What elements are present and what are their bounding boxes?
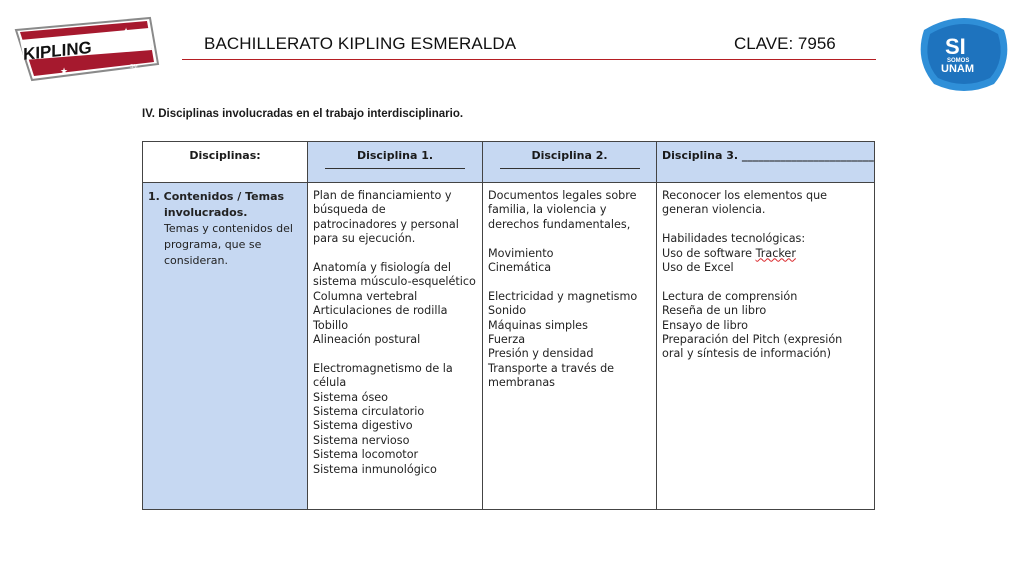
list-item: Anatomía y fisiología del: [313, 261, 451, 275]
svg-text:SOMOS: SOMOS: [947, 58, 970, 64]
list-item: búsqueda de: [313, 203, 386, 217]
school-key: CLAVE: 7956: [734, 34, 836, 53]
list-item: Lectura de comprensión: [662, 289, 798, 303]
list-item: Reconocer los elementos que: [662, 189, 828, 202]
table-row: [143, 183, 875, 510]
list-item: Sistema locomotor: [313, 448, 419, 462]
school-name: BACHILLERATO KIPLING ESMERALDA: [204, 34, 517, 53]
kipling-logo: [10, 10, 162, 84]
list-item: célula: [313, 376, 347, 390]
list-item: Sonido: [488, 304, 527, 318]
header-disciplina-2: Disciplina 2.: [483, 142, 657, 183]
list-item: Preparación del Pitch (expresión: [662, 333, 843, 347]
row-header-subline: consideran.: [164, 254, 229, 267]
list-item: Documentos legales sobre: [488, 189, 637, 202]
list-item: derechos fundamentales,: [488, 217, 631, 231]
row-header-subline: programa, que se: [164, 238, 262, 251]
disciplina-1-contents: [308, 183, 483, 510]
header-disciplina-1: Disciplina 1.: [308, 142, 483, 183]
list-item: Ensayo de libro: [662, 318, 748, 332]
svg-text:SI: SI: [945, 34, 966, 59]
list-item: familia, la violencia y: [488, 203, 607, 217]
table-header-row: [143, 142, 875, 183]
list-item: patrocinadores y personal: [313, 217, 459, 231]
header-divider: [182, 59, 876, 60]
list-item: Columna vertebral: [313, 289, 418, 303]
svg-text:KIPLING: KIPLING: [23, 37, 92, 65]
list-item: Sistema nervioso: [313, 433, 410, 447]
header-disciplinas: Disciplinas:: [143, 142, 308, 183]
blank-line-1: [325, 168, 465, 169]
list-item: Sistema digestivo: [313, 419, 413, 433]
list-item: Habilidades tecnológicas:: [662, 232, 806, 246]
section-title: IV. Disciplinas involucradas en el trabajo interdisciplinario.: [142, 108, 464, 120]
list-item: Articulaciones de rodilla: [313, 304, 448, 318]
disciplina-2-contents: [483, 183, 657, 510]
list-item: Máquinas simples: [488, 318, 588, 332]
disciplines-table: [142, 141, 875, 510]
list-item: Alineación postural: [313, 333, 421, 347]
row-header-title: 1. Contenidos / Temas: [148, 190, 285, 203]
list-item: Movimiento: [488, 246, 554, 260]
blank-line-2: [500, 168, 640, 169]
row-header-title-2: involucrados.: [164, 206, 248, 219]
list-item: Electromagnetismo de la: [313, 361, 453, 375]
row-header-contenidos: [143, 183, 308, 510]
spellcheck-word: Tracker: [755, 246, 796, 260]
list-item: Electricidad y magnetismo: [488, 289, 638, 303]
list-item: Sistema circulatorio: [313, 405, 425, 419]
list-item: Reseña de un libro: [662, 304, 767, 318]
list-item: generan violencia.: [662, 203, 766, 217]
list-item: membranas: [488, 376, 556, 390]
list-item: sistema músculo-esquelético: [313, 275, 476, 289]
disciplina-3-contents: [657, 183, 875, 510]
list-item: Transporte a través de: [488, 361, 615, 375]
list-item: Uso de Excel: [662, 261, 734, 275]
list-item: oral y síntesis de información): [662, 347, 831, 361]
list-item: Tobillo: [313, 318, 349, 332]
list-item: Fuerza: [488, 333, 526, 347]
header-disciplina-3: Disciplina 3. ________________________: [657, 142, 875, 183]
list-item: Sistema óseo: [313, 390, 389, 404]
list-item: Sistema inmunológico: [313, 462, 437, 476]
list-item: Presión y densidad: [488, 347, 594, 361]
list-item: Cinemática: [488, 261, 552, 275]
svg-text:UNAM: UNAM: [941, 63, 974, 75]
svg-text:★: ★: [60, 66, 69, 76]
list-item: Plan de financiamiento y: [313, 189, 452, 202]
list-item: para su ejecución.: [313, 232, 416, 246]
list-item: Uso de software Tracker: [662, 246, 796, 260]
unam-logo: [916, 8, 1012, 94]
svg-text:SM: SM: [130, 64, 138, 70]
row-header-subline: Temas y contenidos del: [164, 222, 293, 235]
svg-text:✦: ✦: [121, 25, 132, 39]
